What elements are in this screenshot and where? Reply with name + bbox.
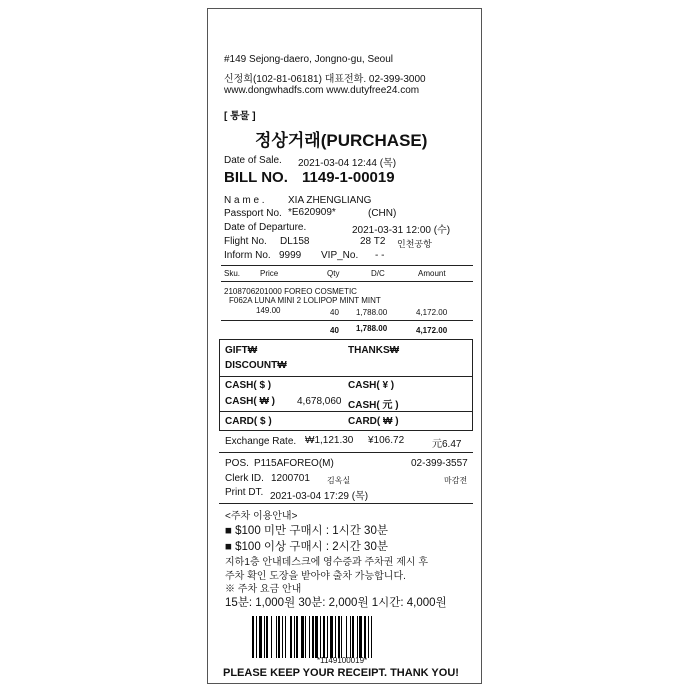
col-dc: D/C (371, 269, 385, 278)
exchange-cny: 元6.47 (432, 439, 462, 450)
print-label: Print DT. (225, 487, 264, 498)
discount-label: DISCOUNT₩ (225, 360, 287, 371)
item-price: 149.00 (256, 306, 281, 315)
col-amount: Amount (418, 269, 446, 278)
pos-value: P115AFOREO(M) (254, 458, 334, 469)
cash-jpy-label: CASH( ¥ ) (348, 380, 395, 391)
clerk-name: 김옥실 (327, 476, 351, 485)
footer-thanks: PLEASE KEEP YOUR RECEIPT. THANK YOU! (223, 667, 459, 679)
barcode-bar (282, 616, 283, 658)
exchange-label: Exchange Rate. (225, 436, 297, 447)
cash-krw-value: 4,678,060 (297, 396, 342, 407)
pos-phone: 02-399-3557 (411, 458, 468, 469)
receipt-title: 정상거래(PURCHASE) (255, 131, 428, 150)
barcode-bar (359, 616, 362, 658)
barcode-bar (264, 616, 265, 658)
barcode-bar (368, 616, 369, 658)
barcode-text: *1149100019* (317, 656, 368, 665)
divider (219, 452, 473, 453)
websites: www.dongwhadfs.com www.dutyfree24.com (224, 85, 420, 96)
flight-label: Flight No. (224, 236, 267, 247)
item-dc: 1,788.00 (356, 308, 388, 317)
inform-value: 9999 (279, 250, 302, 261)
parking-desc-1: 지하1층 안내데스크에 영수증과 주차권 제시 후 (225, 557, 428, 568)
departure-label: Date of Departure. (224, 222, 307, 233)
barcode-bar (312, 616, 314, 658)
barcode-bar (330, 616, 333, 658)
cash-cny-label: CASH( 元 ) (348, 400, 399, 411)
total-dc: 1,788.00 (356, 324, 388, 333)
barcode (252, 616, 435, 658)
cash-usd-label: CASH( $ ) (225, 380, 272, 391)
vip-value: - - (375, 250, 385, 261)
thanks-label: THANKS₩ (348, 345, 400, 356)
parking-fee-title: ※ 주차 요금 안내 (225, 584, 302, 595)
total-qty: 40 (330, 326, 339, 335)
barcode-bar (271, 616, 272, 658)
gift-label: GIFT₩ (225, 345, 258, 356)
divider (221, 320, 473, 321)
barcode-bar (371, 616, 372, 658)
exchange-jpy: ¥106.72 (368, 435, 405, 446)
item-sku-brand: 2108706201000 FOREO COSMETIC (224, 287, 357, 296)
divider (219, 411, 473, 412)
cash-krw-label: CASH( ₩ ) (225, 396, 275, 407)
pos-label: POS. (225, 458, 249, 469)
passport-value: *E620909* (288, 207, 336, 218)
parking-desc-2: 주차 확인 도장을 받아야 출차 가능합니다. (225, 571, 406, 582)
barcode-bar (266, 616, 268, 658)
col-price: Price (260, 269, 279, 278)
bill-no-value: 1149-1-00019 (302, 169, 395, 186)
country: (CHN) (368, 208, 397, 219)
inform-label: Inform No. (224, 250, 271, 261)
company-info: 신정희(102-81-06181) 대표전화. 02-399-3000 (224, 74, 426, 85)
terminal: 28 T2 (360, 236, 386, 247)
barcode-bar (327, 616, 328, 658)
barcode-bar (350, 616, 351, 658)
clerk-id: 1200701 (271, 473, 310, 484)
exchange-krw: ₩1,121.30 (305, 435, 354, 446)
barcode-bar (352, 616, 354, 658)
barcode-bar (346, 616, 347, 658)
name-value: XIA ZHENGLIANG (288, 195, 372, 206)
barcode-bar (315, 616, 318, 658)
parking-rule-1: ■ $100 미만 구매시 : 1시간 30분 (225, 525, 388, 537)
barcode-bar (296, 616, 298, 658)
name-label: N a m e . (224, 195, 265, 206)
barcode-bar (335, 616, 336, 658)
receipt-tag: [ 통물 ] (224, 111, 256, 122)
item-qty: 40 (330, 308, 339, 317)
col-qty: Qty (327, 269, 340, 278)
total-amount: 4,172.00 (416, 326, 448, 335)
barcode-bar (305, 616, 306, 658)
barcode-bar (294, 616, 295, 658)
barcode-bar (364, 616, 366, 658)
parking-rule-2: ■ $100 이상 구매시 : 2시간 30분 (225, 541, 388, 553)
barcode-bar (278, 616, 280, 658)
divider (221, 265, 473, 266)
barcode-bar (320, 616, 321, 658)
barcode-bar (285, 616, 286, 658)
barcode-bar (357, 616, 358, 658)
card-krw-label: CARD( ₩ ) (348, 416, 399, 427)
barcode-bar (276, 616, 277, 658)
barcode-bar (256, 616, 257, 658)
item-description: F062A LUNA MINI 2 LOLIPOP MINT MINT (229, 296, 381, 305)
barcode-bar (252, 616, 254, 658)
barcode-bar (301, 616, 304, 658)
card-usd-label: CARD( $ ) (225, 416, 272, 427)
barcode-bar (341, 616, 342, 658)
closing-status: 마감전 (444, 476, 468, 485)
store-address: #149 Sejong-daero, Jongno-gu, Seoul (224, 54, 394, 65)
barcode-bar (259, 616, 262, 658)
print-value: 2021-03-04 17:29 (목) (270, 491, 369, 502)
barcode-bar (309, 616, 310, 658)
divider (219, 376, 473, 377)
clerk-label: Clerk ID. (225, 473, 264, 484)
item-amount: 4,172.00 (416, 308, 448, 317)
divider (221, 281, 473, 282)
bill-no-label: BILL NO. (224, 169, 288, 186)
divider (219, 503, 473, 504)
parking-title: <주차 이용안내> (225, 511, 298, 522)
barcode-bar (290, 616, 292, 658)
flight-value: DL158 (280, 236, 310, 247)
barcode-bar (338, 616, 340, 658)
vip-label: VIP_No. (321, 250, 359, 261)
passport-label: Passport No. (224, 208, 282, 219)
departure-value: 2021-03-31 12:00 (수) (352, 225, 451, 236)
date-of-sale-label: Date of Sale. (224, 155, 282, 166)
parking-fees: 15분: 1,000원 30분: 2,000원 1시간: 4,000원 (225, 597, 447, 609)
airport: 인천공항 (397, 239, 432, 249)
date-of-sale-value: 2021-03-04 12:44 (목) (298, 158, 397, 169)
barcode-bar (323, 616, 325, 658)
col-sku: Sku. (224, 269, 241, 278)
